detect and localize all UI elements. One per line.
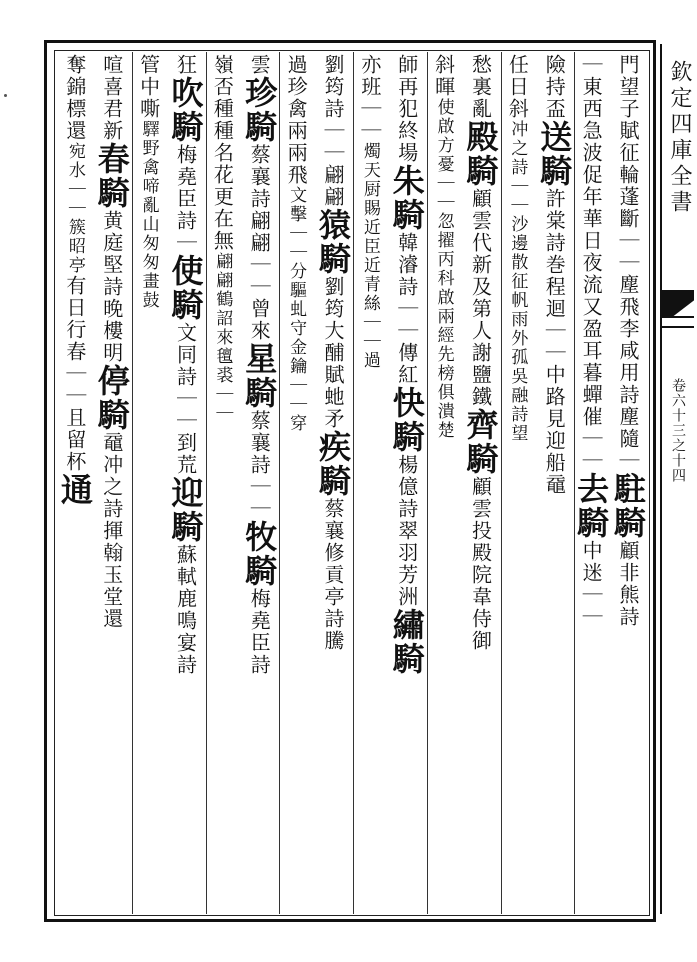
entry-text: 斜暉: [431, 54, 456, 98]
entry-text: 蔡襄詩翩翩｜｜曾來: [247, 144, 272, 342]
text-column: [55, 54, 95, 912]
text-column: [314, 54, 353, 912]
entry-text: 嶺否種種名花更在無: [210, 54, 235, 252]
column-rule: [574, 52, 575, 914]
entry-headword: 去騎: [572, 472, 611, 540]
entry-headword: 珍騎: [240, 76, 279, 144]
column-rule: [132, 52, 133, 914]
volume-reference: 卷六十三之十四: [670, 378, 686, 483]
entry-text: 楊億詩翠羽芳洲: [394, 454, 419, 608]
scan-speck: [4, 94, 7, 97]
text-column: [572, 54, 611, 912]
entry-headword: 朱騎: [387, 164, 426, 232]
text-column: [134, 54, 169, 912]
book-title: 欽定四庫全書: [667, 60, 692, 216]
entry-text: 劉筠詩｜｜翩翩: [321, 54, 345, 208]
entry-text: 師再犯終場: [394, 54, 419, 164]
entry-text: 劉筠大酺賦虵矛: [321, 276, 345, 430]
entry-text: 險持盃: [542, 54, 567, 120]
entry-text: 虬守金鑰｜｜穿: [286, 300, 307, 433]
entry-text: 中迷｜｜: [579, 540, 604, 628]
text-column: [166, 54, 206, 912]
entry-text: 吳融詩望: [507, 367, 528, 443]
entry-text: 奪錦標還: [62, 54, 87, 142]
entry-headword: 殿騎: [461, 120, 500, 188]
column-rule: [427, 52, 428, 914]
entry-headword: 使騎: [166, 254, 205, 322]
entry-text: 任日斜: [505, 54, 530, 120]
fish-tail-rule: [660, 316, 694, 328]
entry-text: 許棠詩巻程迴｜｜中路見迎船黿: [542, 188, 567, 496]
entry-text: 韓濬詩｜｜傳紅: [394, 232, 419, 386]
entry-headword: 駐騎: [609, 472, 647, 540]
entry-headword: 送騎: [535, 120, 574, 188]
entry-text: 文同詩｜｜到荒: [173, 322, 198, 476]
text-column: [503, 54, 538, 912]
entry-headword: 春騎: [92, 142, 131, 210]
column-rule: [501, 52, 502, 914]
text-column: [281, 54, 316, 912]
entry-text: 狂: [173, 54, 198, 76]
entry-text: 有日行春｜｜且留杯: [62, 275, 87, 473]
column-rule: [279, 52, 280, 914]
entry-text: 蔡襄詩｜｜: [247, 410, 272, 520]
entry-text: 蔡襄修貢亭詩騰: [321, 498, 345, 652]
entry-headword: 快騎: [387, 386, 426, 454]
entry-headword: 吹騎: [166, 76, 205, 144]
entry-text: 喧喜君新: [99, 54, 124, 142]
entry-headword: 牧騎: [240, 520, 279, 588]
entry-text: 亦班｜｜: [357, 54, 382, 142]
entry-text: ｜東西急波促年華日夜流又盈耳暮蟬催｜｜: [579, 54, 604, 472]
entry-text: 匆匆畫鼓: [138, 234, 159, 310]
column-rule: [206, 52, 207, 914]
entry-text: 雲: [247, 54, 272, 76]
entry-text: 梅堯臣詩: [247, 588, 272, 676]
text-column: [461, 54, 501, 912]
entry-text: 冲之詩｜｜沙邊散征帆雨外孤: [507, 120, 528, 367]
entry-text: 過珍禽兩兩飛: [284, 54, 309, 186]
text-column: [240, 54, 279, 912]
text-column: [387, 54, 427, 912]
entry-text: 顧雲代新及第人謝鹽鐵: [468, 188, 493, 408]
column-rule: [353, 52, 354, 914]
entry-text: 顧非熊詩: [616, 540, 640, 628]
entry-text: 氊裘｜｜: [212, 347, 233, 423]
entry-text: 文擊｜｜分驅: [286, 186, 307, 300]
entry-text: 梅堯臣詩｜: [173, 144, 198, 254]
entry-text: 黄庭堅詩晚樓明: [99, 210, 124, 364]
entry-text: 愁裏亂: [468, 54, 493, 120]
entry-text: 顧雲投殿院韋侍御: [468, 476, 493, 652]
entry-text: 近青絲｜｜過: [359, 256, 380, 370]
entry-headword: 猿騎: [314, 208, 352, 276]
entry-text: 啟兩經先榜俱潰楚: [433, 288, 454, 440]
text-column: [609, 54, 648, 912]
text-column: [208, 54, 243, 912]
entry-text: 門望子賦征輪蓬斷｜｜塵飛李咸用詩塵隨｜: [616, 54, 640, 472]
entry-headword: 通: [55, 473, 94, 507]
entry-text: 黿冲之詩揮翰玉堂還: [99, 432, 124, 630]
entry-text: 燭天厨賜近臣: [359, 142, 380, 256]
text-column: [92, 54, 132, 912]
entry-text: 翩翩鶴詔來: [212, 252, 233, 347]
entry-headword: 疾騎: [314, 430, 352, 498]
entry-text: 蘇軾鹿鳴宴詩: [173, 544, 198, 676]
entry-text: 宛水｜｜簇昭亭: [64, 142, 85, 275]
entry-text: 驛野禽啼亂山: [138, 120, 159, 234]
text-column: [355, 54, 390, 912]
entry-headword: 星騎: [240, 342, 279, 410]
entry-text: 管中嘶: [136, 54, 161, 120]
entry-headword: 齊騎: [461, 408, 500, 476]
text-column: [429, 54, 464, 912]
entry-headword: 停騎: [92, 364, 131, 432]
text-column: [535, 54, 574, 912]
entry-headword: 繡騎: [387, 608, 426, 676]
entry-headword: 迎騎: [166, 476, 205, 544]
entry-text: 使啟方憂｜｜忽擢丙科: [433, 98, 454, 288]
